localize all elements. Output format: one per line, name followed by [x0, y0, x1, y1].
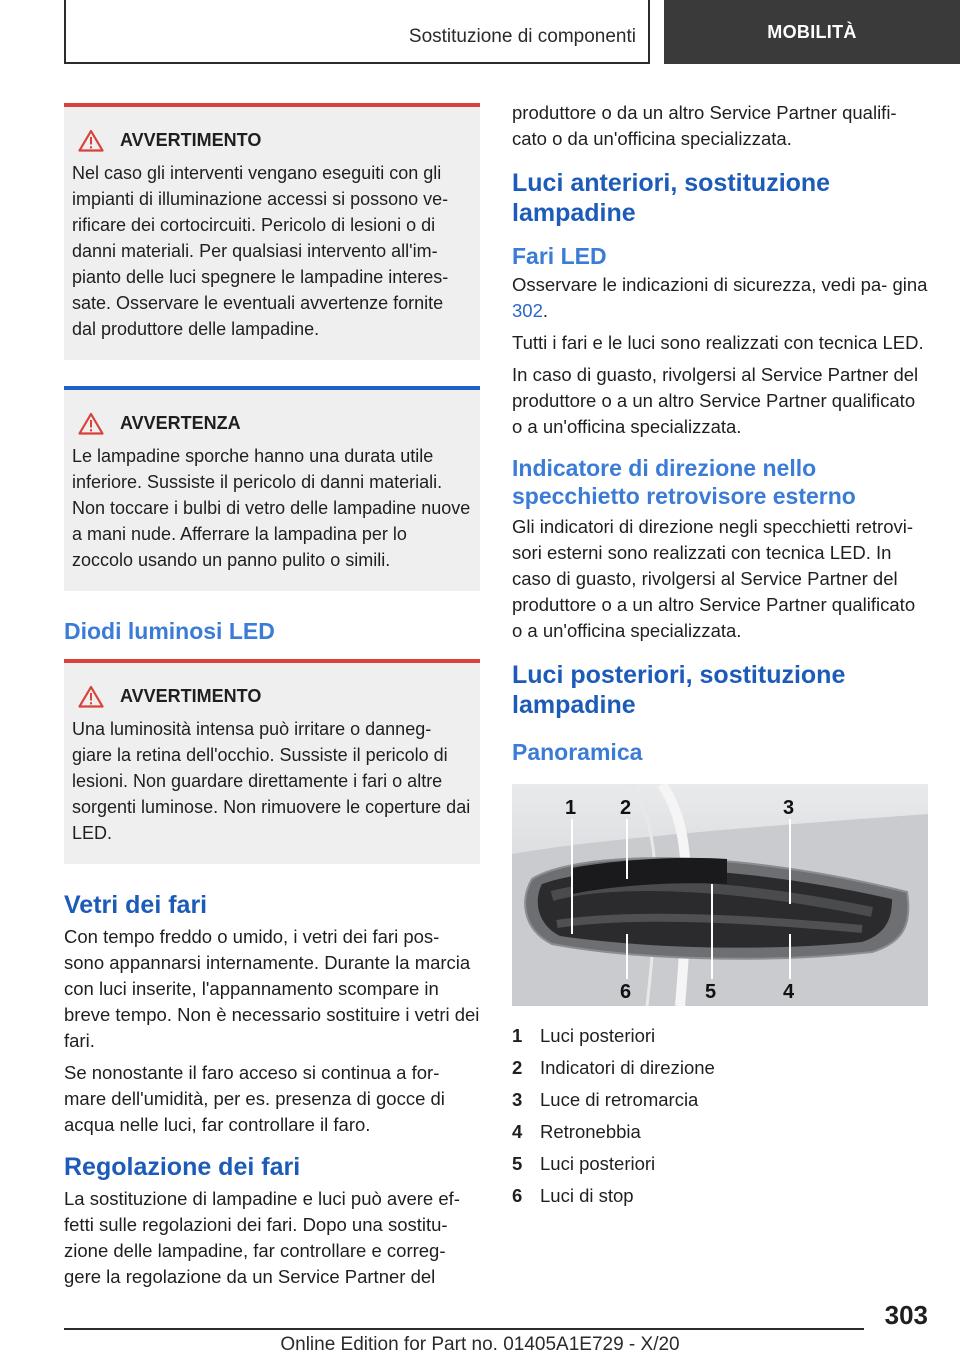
legend-item: 2 Indicatori di direzione [512, 1057, 715, 1078]
warning-title: AVVERTIMENTO [120, 686, 262, 706]
left-column [64, 103, 480, 1296]
warning-box-dirty-bulbs [64, 386, 480, 591]
header-section-title: Sostituzione di componenti [408, 26, 636, 47]
heading-led-headlights: Fari LED [512, 243, 607, 269]
legend-item: 1 Luci posteriori [512, 1025, 656, 1046]
paragraph: Con tempo freddo o umido, i vetri dei fari pos- sono appannarsi internamente. Durante la marcia con luci inserite, l'appannamento scompare in breve tempo. Non è necessario sostituire i vetri dei fari. [64, 926, 480, 1051]
legend-item: 5 Luci posteriori [512, 1153, 656, 1174]
header-rule-bottom [64, 62, 650, 64]
paragraph: Se nonostante il faro acceso si continua a for- mare dell'umidità, per es. presenza di gocce di acqua nelle luci, far controllare il faro. [64, 1062, 445, 1135]
warning-triangle-icon [78, 412, 104, 435]
figure-label-3: 3 [783, 797, 795, 819]
paragraph: produttore o da un altro Service Partner qualifi- cato o da un'officina specializzata. [512, 102, 897, 149]
right-column [512, 100, 928, 1212]
figure-label-4: 4 [783, 981, 795, 1003]
header-chapter-tab: MOBILITÀ [664, 0, 960, 64]
legend-item: 3 Luce di retromarcia [512, 1089, 699, 1110]
heading-headlight-adjustment: Regolazione dei fari [64, 1153, 301, 1181]
figure-label-6: 6 [620, 981, 632, 1003]
heading-led-diodes: Diodi luminosi LED [64, 618, 275, 644]
warning-box-led-brightness [64, 659, 480, 864]
figure-label-1: 1 [565, 797, 577, 819]
footer-rule [64, 1328, 864, 1330]
heading-rear-lights: Luci posteriori, sostituzione lampadine [512, 661, 846, 719]
warning-title: AVVERTENZA [120, 413, 241, 433]
legend-item: 4 Retronebbia [512, 1121, 641, 1142]
paragraph: Tutti i fari e le luci sono realizzati con tecnica LED. [512, 332, 924, 353]
footer-edition: Online Edition for Part no. 01405A1E729 - X/20 [280, 1334, 680, 1355]
paragraph: Gli indicatori di direzione negli specchietti retrovi- sori esterni sono realizzati con tecnica LED. In caso di guasto, rivolgersi al Service Partner del produttore o a un altro Service Partner qualificato o a un'officina specializzata. [512, 516, 916, 641]
warning-triangle-icon [78, 685, 104, 708]
warning-title: AVVERTIMENTO [120, 130, 262, 150]
warning-box-short-circuit [64, 103, 480, 360]
warning-text: Nel caso gli interventi vengano eseguiti con gli impianti di illuminazione accessi si possono ve- rificare dei cortocircuiti. Pericolo di lesioni o di danni materiali. Per qualsiasi intervento all'im- pianto delle luci spegnere le lampadine interes- sate. Osservare le eventuali avvertenze fornite dal produttore delle lampadine. [72, 163, 449, 339]
warning-text: Le lampadine sporche hanno una durata utile inferiore. Sussiste il pericolo di danni materiali. Non toccare i bulbi di vetro delle lampadine nuove a mani nude. Afferrare la lampadina per lo zoccolo usando un panno pulito o simili. [72, 446, 471, 570]
heading-overview: Panoramica [512, 739, 643, 765]
figure-label-5: 5 [705, 981, 717, 1003]
tail-light-illustration [512, 784, 928, 1006]
warning-triangle-icon [78, 129, 104, 152]
figure-label-2: 2 [620, 797, 632, 819]
heading-headlight-glass: Vetri dei fari [64, 891, 208, 919]
paragraph: La sostituzione di lampadine e luci può avere ef- fetti sulle regolazioni dei fari. Dopo una sostitu- zione delle lampadine, far controllare e correg- gere la regolazione da un Service Partner del [64, 1188, 460, 1287]
paragraph: Osservare le indicazioni di sicurezza, vedi pa- gina 302. [512, 274, 928, 321]
paragraph: In caso di guasto, rivolgersi al Service Partner del produttore o a un altro Service Partner qualificato o a un'officina specializzata. [512, 364, 919, 437]
page-link[interactable]: 302 [512, 300, 543, 321]
legend-item: 6 Luci di stop [512, 1185, 634, 1206]
tail-light-figure [512, 784, 928, 1006]
heading-mirror-indicator: Indicatore di direzione nello specchietto retrovisore esterno [512, 455, 856, 509]
figure-legend [512, 1020, 928, 1212]
header-rule-mid [648, 0, 650, 64]
heading-front-lights: Luci anteriori, sostituzione lampadine [512, 169, 831, 227]
warning-text: Una luminosità intensa può irritare o danneg- giare la retina dell'occhio. Sussiste il pericolo di lesioni. Non guardare direttamente i fari o altre sorgenti luminose. Non rimuovere le coperture dai LED. [72, 719, 471, 843]
page-number: 303 [884, 1300, 928, 1330]
